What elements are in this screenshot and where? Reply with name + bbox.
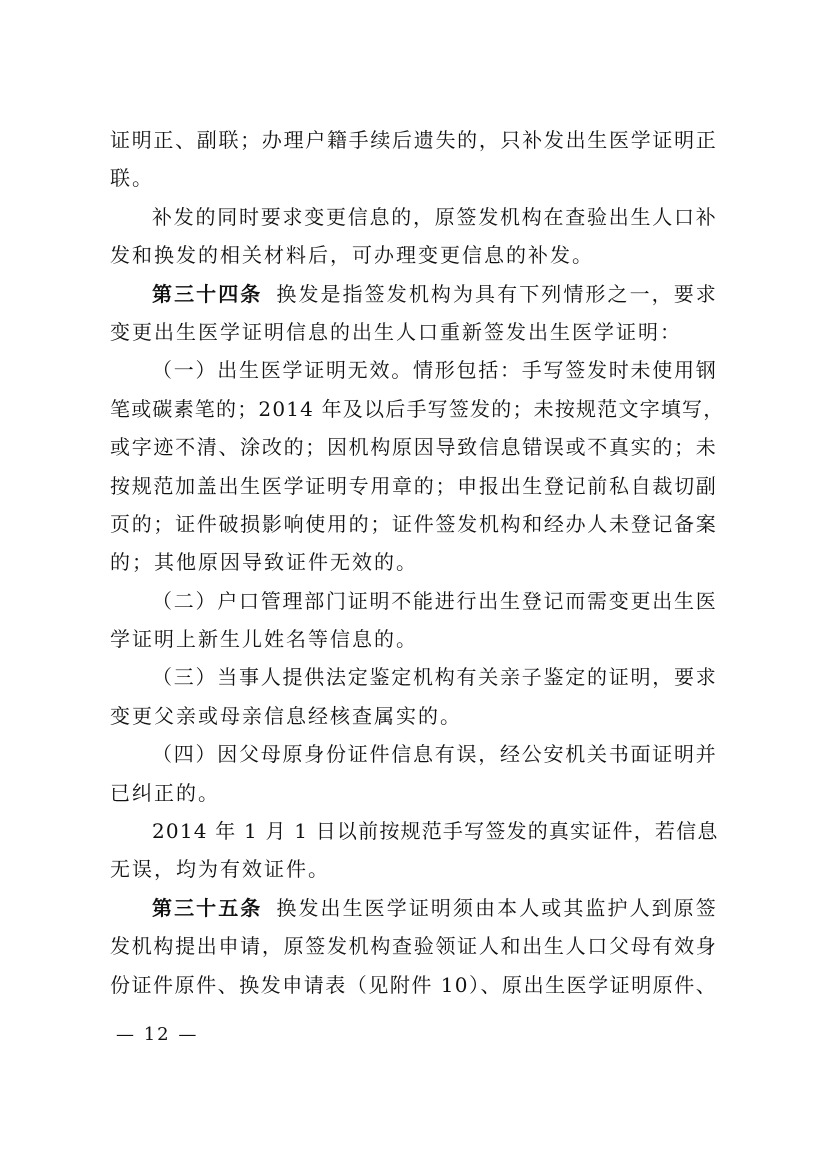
text-line: （四）因父母原身份证件信息有误，经公安机关书面证明并 (152, 742, 717, 767)
text-line: 补发的同时要求变更信息的，原签发机构在查验出生人口补 (152, 204, 717, 229)
text-line: 笔或碳素笔的；2014 年及以后手写签发的；未按规范文字填写， (110, 396, 725, 421)
text-span: 换发是指签发机构为具有下列情形之一，要求 (276, 281, 717, 306)
paragraph (110, 812, 717, 889)
text-line: 变更出生医学证明信息的出生人口重新签发出生医学证明： (110, 319, 682, 344)
text-line: 的；其他原因导致证件无效的。 (110, 550, 418, 575)
text-line: 变更父亲或母亲信息经核查属实的。 (110, 703, 462, 728)
paragraph (110, 658, 717, 735)
text-line (110, 275, 717, 313)
page-number: — 12 — (116, 1024, 199, 1045)
text-line: 已纠正的。 (110, 780, 220, 805)
text-line: 或字迹不清、涂改的；因机构原因导致信息错误或不真实的；未 (110, 435, 717, 460)
text-line: 联。 (110, 166, 154, 191)
text-line: 2014 年 1 月 1 日以前按规范手写签发的真实证件，若信息 (152, 819, 719, 844)
article-paragraph (110, 889, 717, 1004)
text-line: 页的；证件破损影响使用的；证件签发机构和经办人未登记备案 (110, 511, 717, 536)
text-line: 无误，均为有效证件。 (110, 857, 330, 882)
paragraph (110, 351, 725, 581)
paragraph (110, 582, 717, 659)
text-line: 发和换发的相关材料后，可办理变更信息的补发。 (110, 243, 594, 268)
text-line: （三）当事人提供法定鉴定机构有关亲子鉴定的证明，要求 (152, 665, 717, 690)
text-line: 份证件原件、换发申请表（见附件 10）、原出生医学证明原件、 (110, 972, 717, 997)
text-line: （一）出生医学证明无效。情形包括：手写签发时未使用钢 (152, 358, 717, 383)
text-span: 换发出生医学证明须由本人或其监护人到原签 (276, 895, 717, 920)
text-line: 按规范加盖出生医学证明专用章的；申报出生登记前私自裁切副 (110, 473, 717, 498)
article-number: 第三十五条 (152, 895, 263, 920)
article-number: 第三十四条 (152, 281, 263, 306)
text-line: 学证明上新生儿姓名等信息的。 (110, 627, 418, 652)
text-line: （二）户口管理部门证明不能进行出生登记而需变更出生医 (152, 588, 717, 613)
paragraph (110, 121, 717, 198)
text-line: 证明正、副联；办理户籍手续后遗失的，只补发出生医学证明正 (110, 128, 717, 152)
article-paragraph (110, 275, 717, 352)
paragraph (110, 735, 717, 812)
text-line (110, 889, 717, 927)
document-body (110, 121, 725, 1004)
text-line: 发机构提出申请，原签发机构查验领证人和出生人口父母有效身 (110, 934, 717, 959)
paragraph (110, 198, 717, 275)
